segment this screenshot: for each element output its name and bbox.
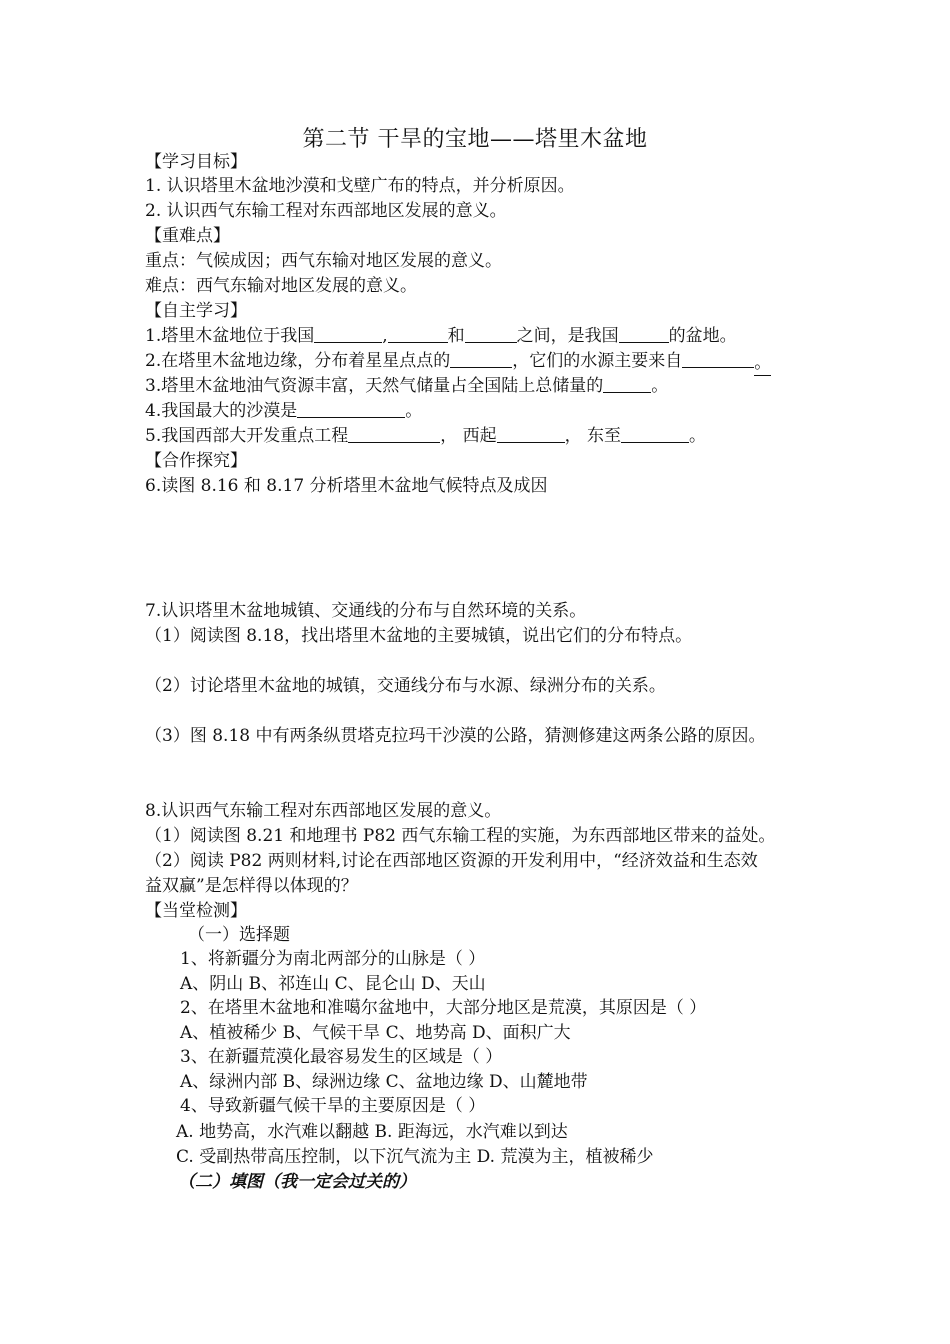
question-7-3: （3）图 8.18 中有两条纵贯塔克拉玛干沙漠的公路，猜测修建这两条公路的原因。	[145, 726, 766, 746]
question-3: 3.塔里木盆地油气资源丰富，天然气储量占全国陆上总储量的 。	[145, 376, 669, 396]
fill-blank[interactable]	[603, 374, 651, 393]
choice-options-3: A、绿洲内部 B、绿洲边缘 C、盆地边缘 D、山麓地带	[180, 1072, 588, 1092]
question-4: 4.我国最大的沙漠是 。	[145, 401, 423, 421]
question-7-2: （2）讨论塔里木盆地的城镇，交通线分布与水源、绿洲分布的关系。	[145, 676, 666, 696]
question-8-1: （1）阅读图 8.21 和地理书 P82 西气东输工程的实施，为东西部地区带来的益处。	[145, 826, 776, 846]
choice-question-4: 4、导致新疆气候干旱的主要原因是（ ）	[180, 1096, 486, 1116]
test-heading: 【当堂检测】	[145, 901, 247, 921]
choice-question-1: 1、将新疆分为南北两部分的山脉是（ ）	[180, 949, 486, 969]
goal-item-2: 2. 认识西气东输工程对东西部地区发展的意义。	[145, 201, 507, 221]
test-section-map: （二）填图（我一定会过关的）	[178, 1172, 416, 1192]
fill-blank[interactable]	[682, 349, 754, 368]
difficult-point: 难点：西气东输对地区发展的意义。	[145, 276, 417, 296]
choice-options-2: A、植被稀少 B、气候干旱 C、地势高 D、面积广大	[180, 1023, 571, 1043]
choice-options-1: A、阴山 B、祁连山 C、昆仑山 D、天山	[180, 974, 486, 994]
fill-blank[interactable]	[497, 424, 565, 443]
question-8-2-line1: （2）阅读 P82 两则材料,讨论在西部地区资源的开发利用中，“经济效益和生态效	[145, 851, 758, 871]
goal-item-1: 1. 认识塔里木盆地沙漠和戈壁广布的特点，并分析原因。	[145, 176, 575, 196]
choice-options-4b: C. 受副热带高压控制，以下沉气流为主 D. 荒漠为主，植被稀少	[176, 1147, 654, 1167]
self-study-heading: 【自主学习】	[145, 301, 247, 321]
key-point: 重点：气候成因；西气东输对地区发展的意义。	[145, 251, 502, 271]
question-1: 1.塔里木盆地位于我国 , 和 之间，是我国 的盆地。	[145, 326, 737, 346]
fill-blank[interactable]	[348, 424, 440, 443]
question-7: 7.认识塔里木盆地城镇、交通线的分布与自然环境的关系。	[145, 601, 587, 621]
question-7-1: （1）阅读图 8.18，找出塔里木盆地的主要城镇，说出它们的分布特点。	[145, 626, 693, 646]
question-8-2-line2: 益双赢”是怎样得以体现的？	[145, 876, 358, 896]
fill-blank[interactable]	[297, 399, 405, 418]
question-6: 6.读图 8.16 和 8.17 分析塔里木盆地气候特点及成因	[145, 476, 548, 496]
question-2: 2.在塔里木盆地边缘，分布着星星点点的 ，它们的水源主要来自 。	[145, 349, 771, 376]
fill-blank-end: 。	[754, 351, 771, 376]
fill-blank[interactable]	[619, 324, 669, 343]
page-title: 第二节 干旱的宝地——塔里木盆地	[302, 127, 648, 152]
goals-heading: 【学习目标】	[145, 152, 247, 172]
choice-question-2: 2、在塔里木盆地和准噶尔盆地中，大部分地区是荒漠，其原因是（ ）	[180, 998, 707, 1018]
choice-options-4a: A. 地势高，水汽难以翻越 B. 距海远，水汽难以到达	[176, 1122, 568, 1142]
fill-blank[interactable]	[314, 324, 382, 343]
keypoints-heading: 【重难点】	[145, 226, 230, 246]
fill-blank[interactable]	[621, 424, 689, 443]
test-section-choice: （一）选择题	[188, 925, 290, 945]
fill-blank[interactable]	[450, 349, 512, 368]
choice-question-3: 3、在新疆荒漠化最容易发生的区域是（ ）	[180, 1047, 503, 1067]
fill-blank[interactable]	[465, 324, 517, 343]
fill-blank[interactable]	[388, 324, 448, 343]
question-5: 5.我国西部大开发重点工程 ， 西起 ， 东至 。	[145, 426, 707, 446]
question-8: 8.认识西气东输工程对东西部地区发展的意义。	[145, 801, 502, 821]
explore-heading: 【合作探究】	[145, 451, 247, 471]
